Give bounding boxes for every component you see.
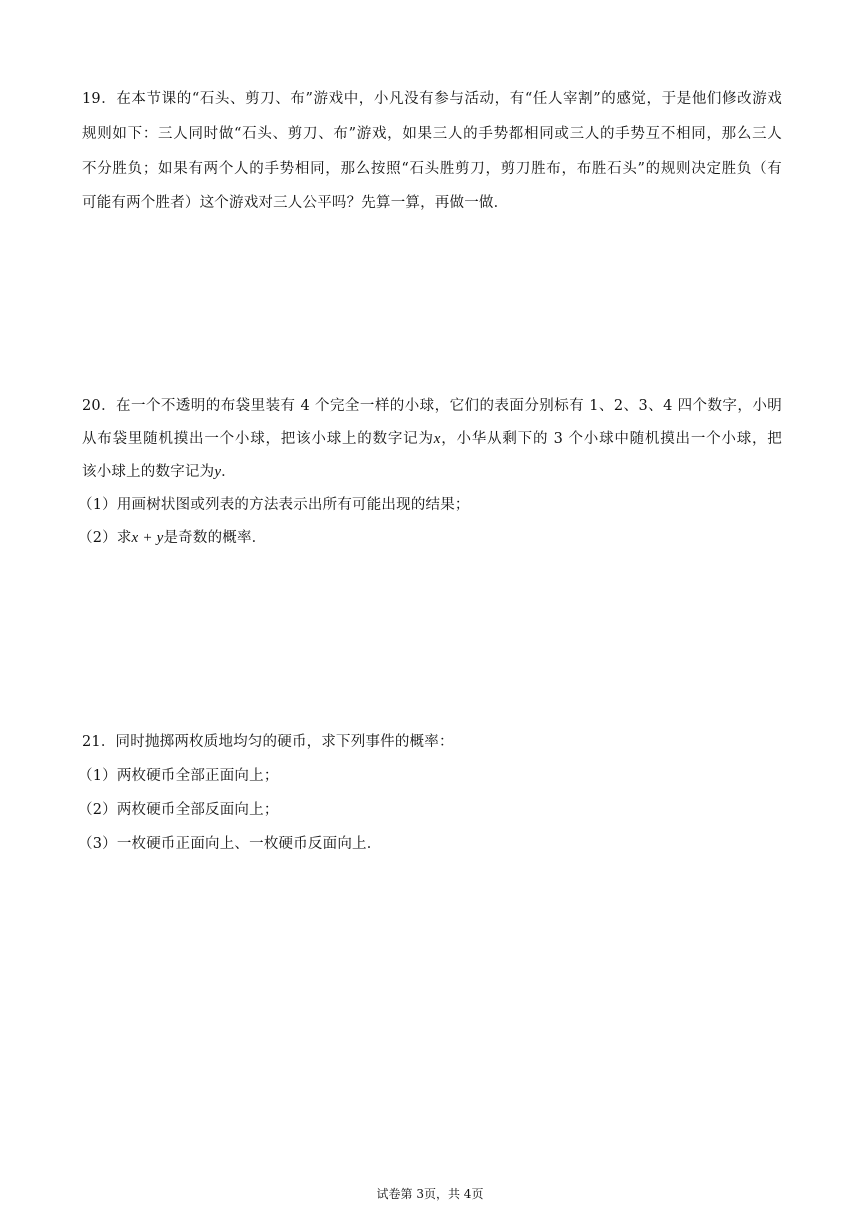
q20-line-2	[82, 429, 782, 449]
q20-line-3-text-a: 该小球上的数字记为	[82, 464, 215, 480]
q20-line-3	[82, 462, 782, 482]
q21-sub-2: （2）两枚硬币全部反面向上；	[78, 802, 279, 818]
q20-line-3-text-b: ．	[221, 464, 236, 480]
q20-sub-2-text-b: 是奇数的概率．	[163, 530, 267, 546]
q20-sub-2	[78, 528, 778, 548]
variable-x: x	[433, 431, 441, 447]
q21-sub-3: （3）一枚硬币正面向上、一枚硬币反面向上．	[78, 836, 382, 852]
variable-y: y	[214, 464, 222, 480]
q19-line-1: 19．在本节课的“石头、剪刀、布”游戏中，小凡没有参与活动，有“任人宰割”的感觉，于是他们修改游戏	[82, 91, 782, 107]
q19-line-3: 不分胜负；如果有两个人的手势相同，那么按照“石头胜剪刀，剪刀胜布，布胜石头”的规则决定胜负（有	[82, 161, 782, 177]
q19-line-4: 可能有两个胜者）这个游戏对三人公平吗？先算一算，再做一做．	[82, 195, 509, 211]
q20-line-2-text-a: 从布袋里随机摸出一个小球，把该小球上的数字记为	[82, 431, 434, 447]
q21-sub-1: （1）两枚硬币全部正面向上；	[78, 768, 279, 784]
q19-line-2: 规则如下：三人同时做“石头、剪刀、布”游戏，如果三人的手势都相同或三人的手势互不相同，那么三人	[82, 126, 782, 142]
expression-x-plus-y: x + y	[131, 530, 164, 546]
q20-line-2-text-b: ，小华从剩下的 3 个小球中随机摸出一个小球，把	[440, 431, 782, 447]
q21-line-1: 21．同时抛掷两枚质地均匀的硬币，求下列事件的概率：	[82, 734, 454, 750]
q20-sub-2-text-a: （2）求	[78, 530, 132, 546]
page-footer: 试卷第 3页，共 4页	[376, 1187, 484, 1201]
q20-line-1: 20．在一个不透明的布袋里装有 4 个完全一样的小球，它们的表面分别标有 1、2、3、4 四个数字，小明	[82, 398, 782, 414]
q20-sub-1: （1）用画树状图或列表的方法表示出所有可能出现的结果；	[78, 497, 470, 513]
